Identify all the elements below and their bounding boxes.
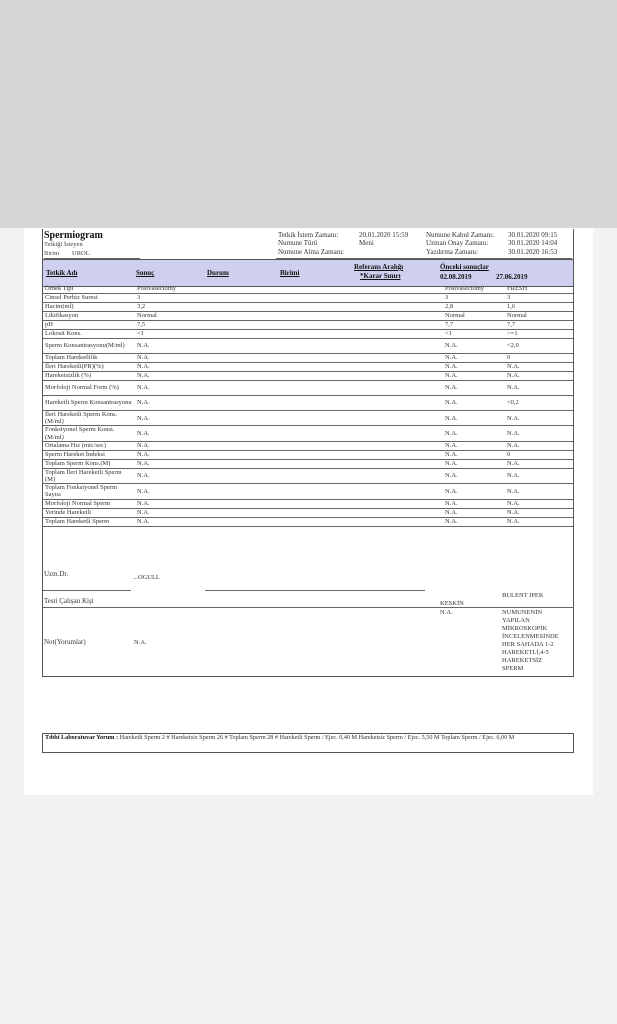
row-prev-2: N.A. (505, 411, 573, 426)
row-prev-1: Normal (443, 312, 505, 321)
results-table (43, 285, 573, 527)
row-result: N.A. (135, 372, 443, 381)
table-row (43, 468, 573, 483)
sig-divider-2 (205, 590, 425, 591)
row-prev-2: >=1 (505, 330, 573, 339)
notes-prev1: N.A. (440, 609, 453, 616)
meta-value-sample-type: Meni (359, 239, 374, 247)
meta-value-request-time: 20.01.2020 15:59 (359, 231, 409, 239)
table-row (43, 484, 573, 499)
row-prev-1: N.A. (443, 339, 505, 354)
row-test-name: Cinsel Perhiz Suresi (43, 294, 135, 303)
col-decision-limit: *Karar Sınırı (360, 272, 401, 280)
row-prev-1: N.A. (443, 459, 505, 468)
notes-prev2-line: HAREKETSİZ (502, 657, 543, 664)
row-prev-1: N.A. (443, 517, 505, 526)
specialist-label: Uzm.Dr. (44, 570, 69, 578)
row-result: Normal (135, 312, 443, 321)
row-result: N.A. (135, 468, 443, 483)
row-test-name: Sperm Konsantrasyonu(M/ml) (43, 339, 135, 354)
col-result: Sonuç (136, 269, 155, 277)
technician-label: Testi Çalışan Kişi (44, 597, 94, 605)
meta-label-approval-time: Uzman Onay Zamanı: (426, 239, 489, 247)
row-result: N.A. (135, 517, 443, 526)
col-prev-date-1: 02.08.2019 (440, 273, 472, 281)
row-result: Postvasectomy (135, 285, 443, 294)
col-reference-range: Referans Aralığı (354, 263, 404, 271)
table-row (43, 303, 573, 312)
row-prev-1: N.A. (443, 484, 505, 499)
notes-prev2-line: HER SAHADA 1-2 (502, 641, 554, 648)
row-prev-1: N.A. (443, 411, 505, 426)
row-result: N.A. (135, 499, 443, 508)
col-unit: Birimi (280, 269, 300, 277)
row-result: N.A. (135, 441, 443, 450)
row-prev-1: N.A. (443, 396, 505, 411)
row-prev-2: N.A. (505, 499, 573, 508)
top-gray-band (0, 0, 617, 228)
notes-prev2-line: HAREKETLİ,4-5 (502, 649, 549, 656)
row-test-name: İleri Hareketli Sperm Kons.(M/ml) (43, 411, 135, 426)
row-result: N.A. (135, 396, 443, 411)
meta-value-approval-time: 30.01.2020 14:04 (508, 239, 558, 247)
table-row (43, 321, 573, 330)
row-prev-1: N.A. (443, 372, 505, 381)
row-prev-2: Normal (505, 312, 573, 321)
col-status: Durum (207, 269, 229, 277)
row-prev-2: N.A. (505, 441, 573, 450)
row-test-name: Hareketli Sperm Konsantrasyonu (43, 396, 135, 411)
row-result: 7,5 (135, 321, 443, 330)
table-row (43, 450, 573, 459)
table-row (43, 396, 573, 411)
notes-prev2-line: İNCELENMESİNDE (502, 633, 559, 640)
row-test-name: Örnek Tipi (43, 285, 135, 294)
row-test-name: Hareketsizlik (%) (43, 372, 135, 381)
meta-label-accept-time: Numune Kabul Zamanı: (426, 231, 495, 239)
technician-prev-name: KESKİN (440, 600, 464, 607)
meta-label-sample-type: Numune Türü (278, 239, 318, 247)
table-row (43, 354, 573, 363)
row-prev-1: <1 (443, 330, 505, 339)
notes-prev2-line: MİKROSKOPİK (502, 625, 548, 632)
row-prev-1: N.A. (443, 508, 505, 517)
row-prev-2: N.A. (505, 426, 573, 441)
meta-label-request-time: Tetkik İstem Zamanı: (278, 231, 339, 239)
row-result: N.A. (135, 339, 443, 354)
row-test-name: Lokosit Kons. (43, 330, 135, 339)
row-prev-2: N.A. (505, 468, 573, 483)
table-row (43, 459, 573, 468)
row-prev-1: N.A. (443, 468, 505, 483)
meta-label-print-time: Yazdırma Zamanı: (426, 248, 478, 256)
row-test-name: Toplam Fonksiyonel Sperm Sayısı (43, 484, 135, 499)
row-test-name: Likifikasyon (43, 312, 135, 321)
prev2-signature: BULENT IPEK (502, 592, 544, 599)
lab-comment-label: Tıbbi Laboratuvar Yorum : (45, 734, 119, 741)
row-result: N.A. (135, 484, 443, 499)
row-test-name: Fonksiyonel Sperm Konst. (M/ml) (43, 426, 135, 441)
row-prev-2: <2,0 (505, 339, 573, 354)
row-prev-1: N.A. (443, 381, 505, 396)
table-row (43, 312, 573, 321)
row-prev-2: FRESH (505, 285, 573, 294)
col-prev-date-2: 27.06.2019 (496, 273, 528, 281)
meta-value-accept-time: 30.01.2020 09:15 (508, 231, 558, 239)
row-prev-2: N.A. (505, 381, 573, 396)
specialist-name: ...OGULL (133, 574, 160, 581)
notes-label: Not(Yorumlar) (44, 638, 86, 646)
meta-value-print-time: 30.01.2020 16:53 (508, 248, 558, 256)
table-row (43, 339, 573, 354)
unit-value: UROL (72, 250, 90, 257)
row-result: N.A. (135, 426, 443, 441)
row-prev-2: N.A. (505, 459, 573, 468)
row-prev-1: N.A. (443, 426, 505, 441)
lab-comment-box (42, 733, 574, 753)
table-row (43, 285, 573, 294)
requester-label: Tetkiği İsteyen (44, 241, 83, 248)
row-test-name: Toplam Hareketli Sperm (43, 517, 135, 526)
row-prev-1: Postvasectomy (443, 285, 505, 294)
row-test-name: Toplam Hareketlilik (43, 354, 135, 363)
row-prev-1: N.A. (443, 363, 505, 372)
lab-comment-text: Hareketli Sperm 2 # Hareketsiz Sperm 26 # Toplam Sperm 28 # Hareketli Sperm / Ejec. 0,40 M Hareketsiz Sperm / Ejec. 5,50 M Toplam Sperm / Ejec. 6,00 M (119, 734, 515, 741)
table-row (43, 294, 573, 303)
row-prev-2: N.A. (505, 363, 573, 372)
row-test-name: Ortalama Hız (mic/sec) (43, 441, 135, 450)
row-prev-2: N.A. (505, 372, 573, 381)
notes-value: N.A. (134, 639, 147, 646)
row-test-name: Toplam Sperm Kons.(M) (43, 459, 135, 468)
unit-label: Birim (44, 250, 60, 257)
table-row (43, 330, 573, 339)
report-title: Spermiogram (44, 230, 103, 241)
row-test-name: Hacim(ml) (43, 303, 135, 312)
table-row (43, 363, 573, 372)
row-prev-2: 0 (505, 354, 573, 363)
row-prev-2: <0,2 (505, 396, 573, 411)
row-test-name: Toplam İleri Hareketli Sperm (M) (43, 468, 135, 483)
row-result: 3,2 (135, 303, 443, 312)
table-row (43, 381, 573, 396)
table-row (43, 441, 573, 450)
row-result: N.A. (135, 459, 443, 468)
column-header (43, 259, 573, 287)
row-result: N.A. (135, 363, 443, 372)
row-test-name: Yerinde Hareketli (43, 508, 135, 517)
col-previous-results: Önceki sonuçlar (440, 263, 489, 271)
row-prev-1: N.A. (443, 441, 505, 450)
row-prev-1: N.A. (443, 450, 505, 459)
row-prev-1: 2,8 (443, 303, 505, 312)
row-prev-2: N.A. (505, 484, 573, 499)
notes-prev2-line: NUMUNENİN (502, 609, 543, 616)
row-result: N.A. (135, 411, 443, 426)
row-prev-1: N.A. (443, 354, 505, 363)
row-result: N.A. (135, 354, 443, 363)
table-row (43, 517, 573, 526)
sig-divider-1 (43, 590, 131, 591)
row-test-name: Morfoloji Normal Sperm (43, 499, 135, 508)
row-prev-2: N.A. (505, 517, 573, 526)
row-result: N.A. (135, 381, 443, 396)
row-result: <1 (135, 330, 443, 339)
row-test-name: Sperm Hareket İndeksi (43, 450, 135, 459)
row-prev-2: 1,6 (505, 303, 573, 312)
row-prev-2: 3 (505, 294, 573, 303)
row-prev-2: N.A. (505, 508, 573, 517)
row-result: N.A. (135, 508, 443, 517)
notes-prev2-line: YAPILAN (502, 617, 530, 624)
row-prev-2: 7,7 (505, 321, 573, 330)
sig-divider-3 (43, 607, 574, 608)
table-row (43, 372, 573, 381)
row-prev-1: 7,7 (443, 321, 505, 330)
table-row (43, 411, 573, 426)
col-test-name: Tetkik Adı (46, 269, 78, 277)
row-test-name: pH (43, 321, 135, 330)
table-row (43, 499, 573, 508)
row-test-name: İleri Hareketli(PR)(%) (43, 363, 135, 372)
meta-label-collection-time: Numune Alma Zamanı: (278, 248, 345, 256)
row-prev-1: N.A. (443, 499, 505, 508)
notes-prev2-line: SPERM (502, 665, 524, 672)
row-test-name: Morfoloji Normal Form (%) (43, 381, 135, 396)
row-prev-1: 3 (443, 294, 505, 303)
row-prev-2: 0 (505, 450, 573, 459)
table-row (43, 508, 573, 517)
row-result: 3 (135, 294, 443, 303)
row-result: N.A. (135, 450, 443, 459)
notes-prev2 (502, 609, 559, 673)
table-row (43, 426, 573, 441)
